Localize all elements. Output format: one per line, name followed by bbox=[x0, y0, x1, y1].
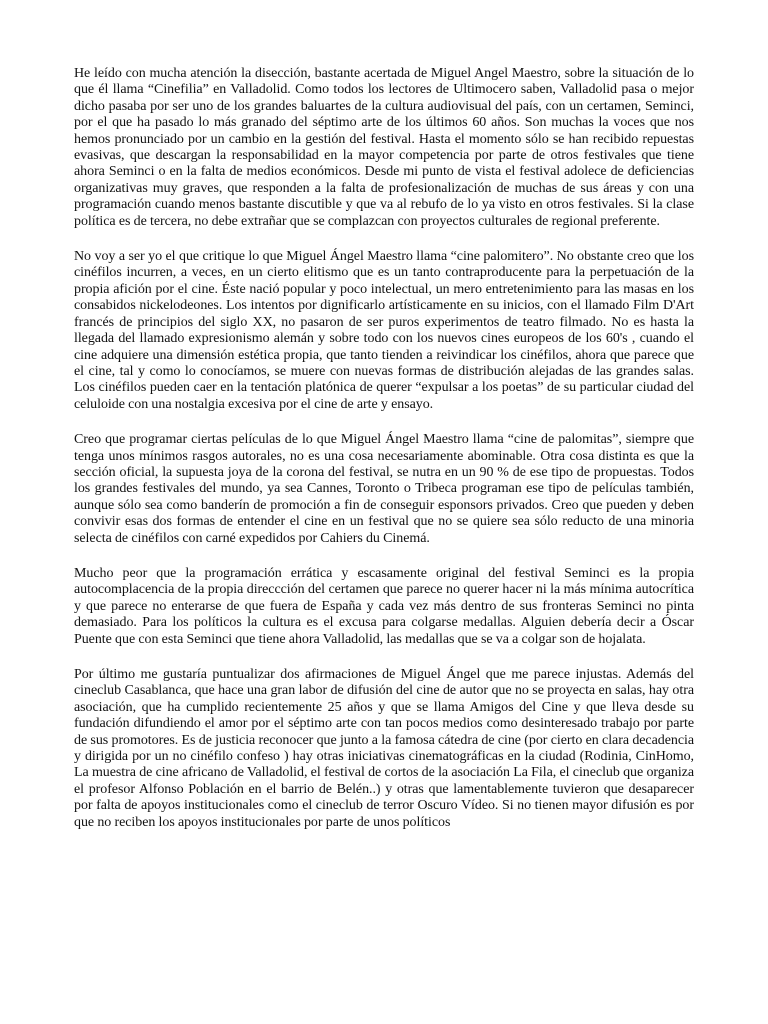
paragraph-4: Mucho peor que la programación errática y escasamente original del festival Seminci es la propia autocomplacencia de la propia direccción del certamen que parece no querer hacer ni la más mínima autocrítica y que parece no enterarse de que fuera de España y cada vez más dentro de sus fronteras Seminci no pinta demasiado. Para los políticos la cultura es el excusa para colgarse medallas. Alguien debería decir a Óscar Puente que con esta Seminci que tiene ahora Valladolid, las medallas que se va a colgar son de hojalata. bbox=[74, 565, 694, 647]
paragraph-5: Por último me gustaría puntualizar dos afirmaciones de Miguel Ángel que me parece injustas. Además del cineclub Casablanca, que hace una gran labor de difusión del cine de autor que no se proyecta en salas, hay otra asociación, que ha cumplido recientemente 25 años y que se llama Amigos del Cine y que lleva desde su fundación difundiendo el amor por el séptimo arte con tan pocos medios como desinteresado trabajo por parte de sus promotores. Es de justicia reconocer que junto a la famosa cátedra de cine (por cierto en clara decadencia y dirigida por un no cinéfilo confeso ) hay otras iniciativas cinematográficas en la ciudad (Rodinia, CinHomo, La muestra de cine africano de Valladolid, el festival de cortos de la asociación La Fila, el cineclub que organiza el profesor Alfonso Población en el barrio de Belén..) y otras que lamentablemente tuvieron que desaparecer por falta de apoyos institucionales como el cineclub de terror Oscuro Vídeo. Si no tienen mayor difusión es por que no reciben los apoyos institucionales por parte de unos políticos bbox=[74, 667, 694, 830]
paragraph-2: No voy a ser yo el que critique lo que Miguel Ángel Maestro llama “cine palomitero”. No obstante creo que los cinéfilos incurren, a veces, en un cierto elitismo que es un tanto contraproducente para la perpetuación de la propia afición por el cine. Éste nació popular y poco intelectual, un mero entretenimiento para las masas en los consabidos nickelodeones. Los intentos por dignificarlo artísticamente en su inicios, con el llamado Film D'Art francés de principios del siglo XX, no pasaron de ser puros experimentos de teatro filmado. No es hasta la llegada del llamado expresionismo alemán y sobre todo con los nuevos cines europeos de los 60's , cuando el cine adquiere una dimensión estética propia, que tanto tienden a reivindicar los cinéfilos, ahora que parece que el cine, tal y como lo conocíamos, se muere con nuevas formas de distribución alejadas de las grandes salas. Los cinéfilos pueden caer en la tentación platónica de querer “expulsar a los poetas” de su particular ciudad del celuloide con una nostalgia excesiva por el cine de arte y ensayo. bbox=[74, 249, 694, 412]
paragraph-3: Creo que programar ciertas películas de lo que Miguel Ángel Maestro llama “cine de palomitas”, siempre que tenga unos mínimos rasgos autorales, no es una cosa necesariamente abominable. Otra cosa distinta es que la sección oficial, la supuesta joya de la corona del festival, se nutra en un 90 % de ese tipo de propuestas. Todos los grandes festivales del mundo, ya sea Cannes, Toronto o Tribeca programan ese tipo de películas también, aunque sólo sea como banderín de promoción a fin de conseguir esponsors privados. Creo que pueden y deben convivir esas dos formas de entender el cine en un festival que no se quiere sea sólo reducto de una minoria selecta de cinéfilos con carné expedidos por Cahiers du Cinemá. bbox=[74, 432, 694, 546]
paragraph-1: He leído con mucha atención la disección, bastante acertada de Miguel Angel Maestro, sobre la situación de lo que él llama “Cinefilia” en Valladolid. Como todos los lectores de Ultimocero saben, Valladolid pasa o mejor dicho pasaba por ser uno de los grandes baluartes de la cultura audiovisual del país, con un certamen, Seminci, por el que ha pasado lo más granado del séptimo arte de los últimos 60 años. Son muchas la voces que nos hemos pronunciado por un cambio en la gestión del festival. Hasta el momento sólo se han recibido repuestas evasivas, que descargan la responsabilidad en la mayor competencia por parte de otros festivales que tiene ahora Seminci o en la falta de medios económicos. Desde mi punto de vista el festival adolece de deficiencias organizativas muy graves, que responden a la falta de profesionalización de muchas de sus áreas y con una programación cuando menos bastante discutible y que va al rebufo de lo ya visto en otros festivales. Si la clase política es de tercera, no debe extrañar que se complazcan con proyectos culturales de regional preferente. bbox=[74, 66, 694, 229]
